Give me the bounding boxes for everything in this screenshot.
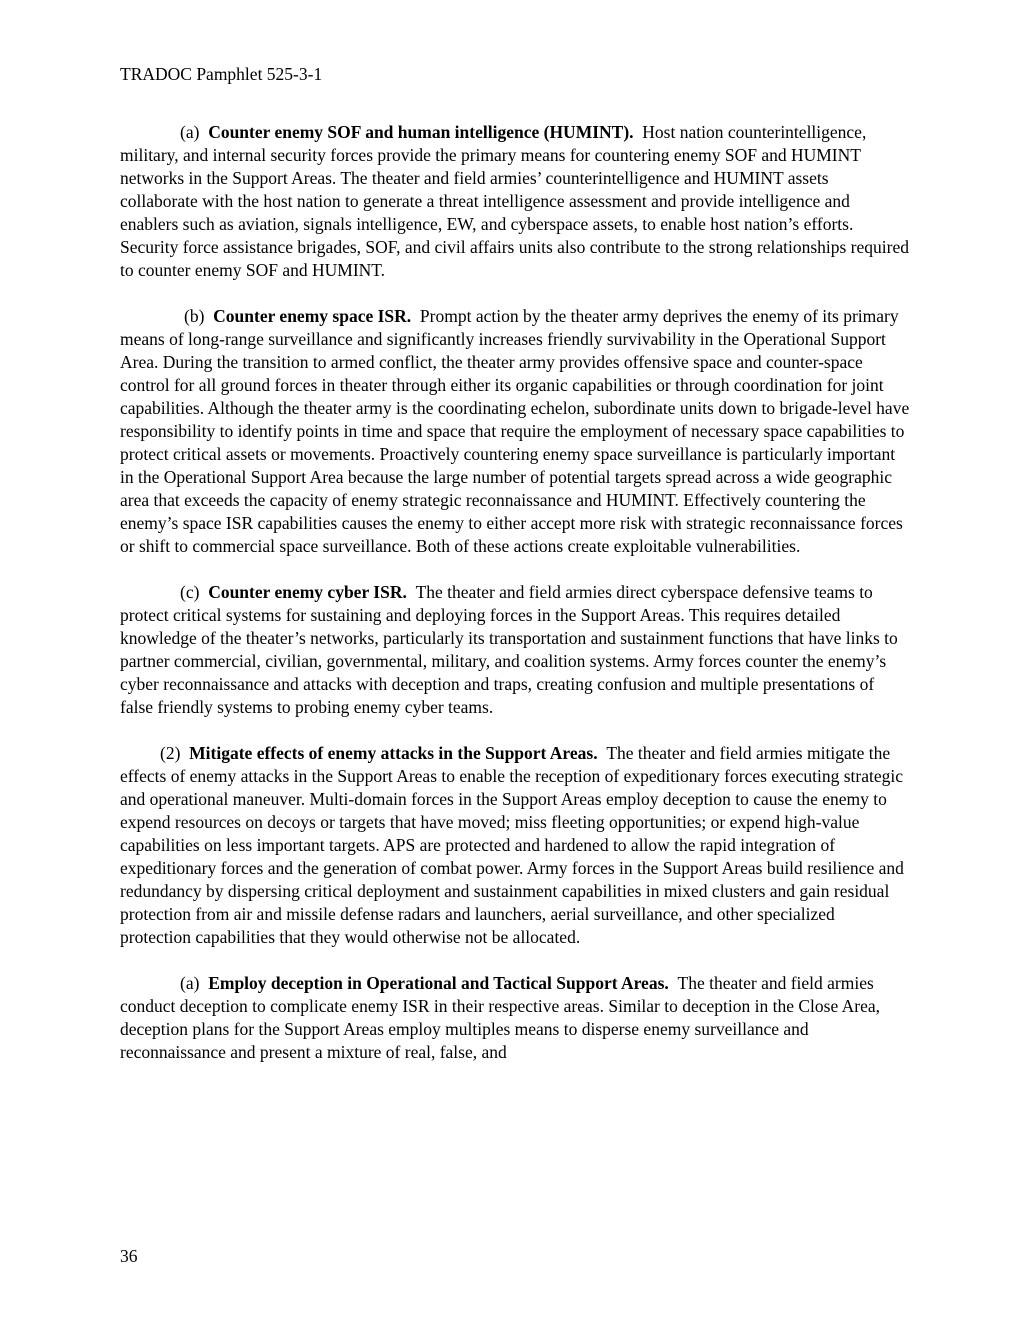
paragraph-label: (a) [180,122,200,142]
paragraph-counter-cyber-isr [120,581,910,719]
paragraph-heading: Counter enemy SOF and human intelligence (HUMINT). [208,122,634,142]
paragraph-text: The theater and field armies mitigate the effects of enemy attacks in the Support Areas to enable the reception of expeditionary forces executing strategic and operational maneuver. Multi-domain forces in the Support Areas employ deception to cause the enemy to expend resources on decoys or targets that have moved; miss fleeting opportunities; or expend high-value capabilities on less important targets. APS are protected and hardened to allow the rapid integration of expeditionary forces and the generation of combat power. Army forces in the Support Areas build resilience and redundancy by dispersing critical deployment and sustainment capabilities in mixed clusters and gain residual protection from air and missile defense radars and launchers, aerial surveillance, and other specialized protection capabilities that they would otherwise not be allocated. [120,743,904,947]
paragraph-text: The theater and field armies conduct deception to complicate enemy ISR in their respective areas. Similar to deception in the Close Area, deception plans for the Support Areas employ multiples means to disperse enemy surveillance and reconnaissance and present a mixture of real, false, and [120,973,881,1062]
paragraph-counter-space-isr [120,305,910,558]
paragraph-label: (2) [160,743,181,763]
paragraph-mitigate-effects [120,742,910,949]
paragraph-heading: Employ deception in Operational and Tactical Support Areas. [208,973,669,993]
paragraph-label: (b) [184,306,205,326]
paragraph-label: (a) [180,973,200,993]
paragraph-heading: Mitigate effects of enemy attacks in the Support Areas. [189,743,598,763]
running-header: TRADOC Pamphlet 525-3-1 [120,64,323,84]
paragraph-text: Host nation counterintelligence, military, and internal security forces provide the primary means for countering enemy SOF and HUMINT networks in the Support Areas. The theater and field armies’ counterintelligence and HUMINT assets collaborate with the host nation to generate a threat intelligence assessment and provide intelligence and enablers such as aviation, signals intelligence, EW, and cyberspace assets, to enable host nation’s efforts. Security force assistance brigades, SOF, and civil affairs units also contribute to the strong relationships required to counter enemy SOF and HUMINT. [120,122,909,280]
paragraph-counter-sof-humint [120,121,910,282]
paragraph-text: The theater and field armies direct cyberspace defensive teams to protect critical systems for sustaining and deploying forces in the Support Areas. This requires detailed knowledge of the theater’s networks, particularly its transportation and sustainment functions that have links to partner commercial, civilian, governmental, military, and coalition systems. Army forces counter the enemy’s cyber reconnaissance and attacks with deception and traps, creating confusion and multiple presentations of false friendly systems to probing enemy cyber teams. [120,582,898,717]
paragraph-heading: Counter enemy cyber ISR. [208,582,407,602]
body-text [120,121,910,1087]
paragraph-employ-deception [120,972,910,1064]
paragraph-heading: Counter enemy space ISR. [213,306,412,326]
paragraph-label: (c) [180,582,200,602]
page-number: 36 [120,1246,138,1266]
paragraph-text: Prompt action by the theater army deprives the enemy of its primary means of long-range surveillance and significantly increases friendly survivability in the Operational Support Area. During the transition to armed conflict, the theater army provides offensive space and counter-space control for all ground forces in theater through either its organic capabilities or through coordination for joint capabilities. Although the theater army is the coordinating echelon, subordinate units down to brigade-level have responsibility to identify points in time and space that require the employment of necessary space capabilities to protect critical assets or movements. Proactively countering enemy space surveillance is particularly important in the Operational Support Area because the large number of potential targets spread across a wide geographic area that exceeds the capacity of enemy strategic reconnaissance and HUMINT. Effectively countering the enemy’s space ISR capabilities causes the enemy to either accept more risk with strategic reconnaissance forces or shift to commercial space surveillance. Both of these actions create exploitable vulnerabilities. [120,306,910,556]
